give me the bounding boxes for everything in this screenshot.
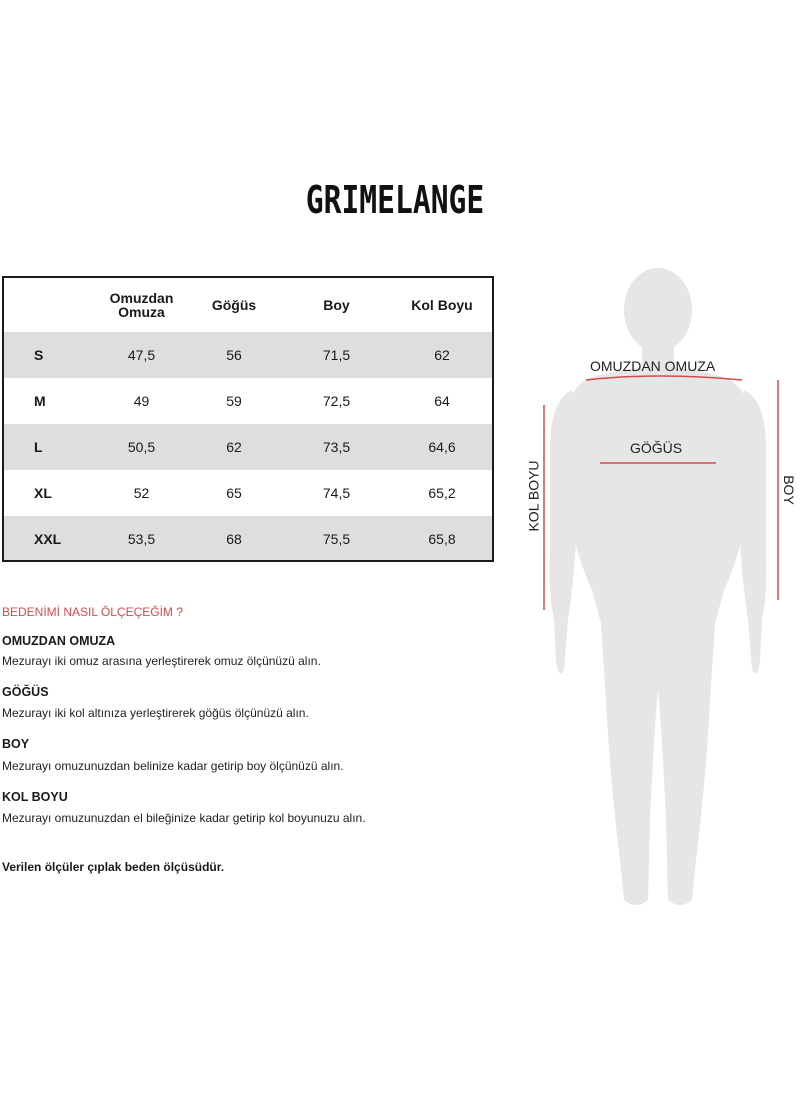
chest-cell: 59 (226, 393, 242, 409)
shoulder-cell: 53,5 (127, 531, 156, 547)
table-header-row (4, 278, 492, 332)
table-row (4, 378, 492, 424)
length-cell: 75,5 (322, 531, 351, 547)
label-shoulder: OMUZDAN OMUZA (590, 358, 716, 374)
shoulder-cell: 52 (133, 485, 150, 501)
length-cell: 72,5 (322, 393, 351, 409)
guide-heading-sleeve: KOL BOYU (2, 790, 68, 804)
sleeve-cell: 64 (434, 393, 450, 409)
guide-heading-length: BOY (2, 737, 30, 751)
guide-text-shoulder: Mezurayı iki omuz arasına yerleştirerek omuz ölçünüzü alın. (2, 654, 321, 668)
table-row (4, 332, 492, 378)
chest-cell: 56 (226, 347, 242, 363)
guide-text-length: Mezurayı omuzunuzdan belinize kadar getirip boy ölçünüzü alın. (2, 759, 344, 773)
brand-title: GRIMELANGE (305, 178, 485, 222)
guide-title: BEDENİMİ NASIL ÖLÇEÇEĞİM ? (2, 605, 183, 619)
header-chest: Göğüs (211, 297, 257, 313)
table-row (4, 470, 492, 516)
sleeve-cell: 62 (434, 347, 450, 363)
label-length: BOY (780, 475, 797, 505)
body-figure (510, 260, 800, 920)
length-cell: 74,5 (322, 485, 351, 501)
table-row (4, 424, 492, 470)
size-cell: L (34, 439, 43, 455)
header-shoulder (94, 278, 189, 332)
shoulder-cell: 47,5 (127, 347, 156, 363)
guide-heading-shoulder: OMUZDAN OMUZA (2, 634, 116, 648)
chest-cell: 68 (226, 531, 242, 547)
header-sleeve: Kol Boyu (411, 297, 473, 313)
header-shoulder-label: Omuzdan Omuza (109, 290, 174, 320)
length-cell: 73,5 (322, 439, 351, 455)
length-cell: 71,5 (322, 347, 351, 363)
guide-text-chest: Mezurayı iki kol altınıza yerleştirerek göğüs ölçünüzü alın. (2, 706, 309, 720)
size-cell: XL (34, 485, 52, 501)
guide-text-sleeve: Mezurayı omuzunuzdan el bileğinize kadar getirip kol boyunuzu alın. (2, 811, 366, 825)
footnote: Verilen ölçüler çıplak beden ölçüsüdür. (2, 860, 225, 874)
size-cell: S (34, 347, 44, 363)
sleeve-cell: 65,2 (428, 485, 456, 501)
header-size (4, 278, 94, 332)
size-cell: XXL (34, 531, 62, 547)
label-chest: GÖĞÜS (630, 440, 683, 456)
header-length: Boy (323, 297, 350, 313)
size-cell: M (34, 393, 46, 409)
sleeve-cell: 65,8 (428, 531, 456, 547)
shoulder-cell: 50,5 (127, 439, 156, 455)
sleeve-cell: 64,6 (428, 439, 456, 455)
guide-heading-chest: GÖĞÜS (2, 685, 49, 699)
size-table (2, 276, 494, 562)
label-sleeve: KOL BOYU (525, 460, 542, 532)
table-row (4, 516, 492, 562)
chest-cell: 62 (226, 439, 242, 455)
shoulder-cell: 49 (133, 393, 150, 409)
chest-cell: 65 (226, 485, 242, 501)
